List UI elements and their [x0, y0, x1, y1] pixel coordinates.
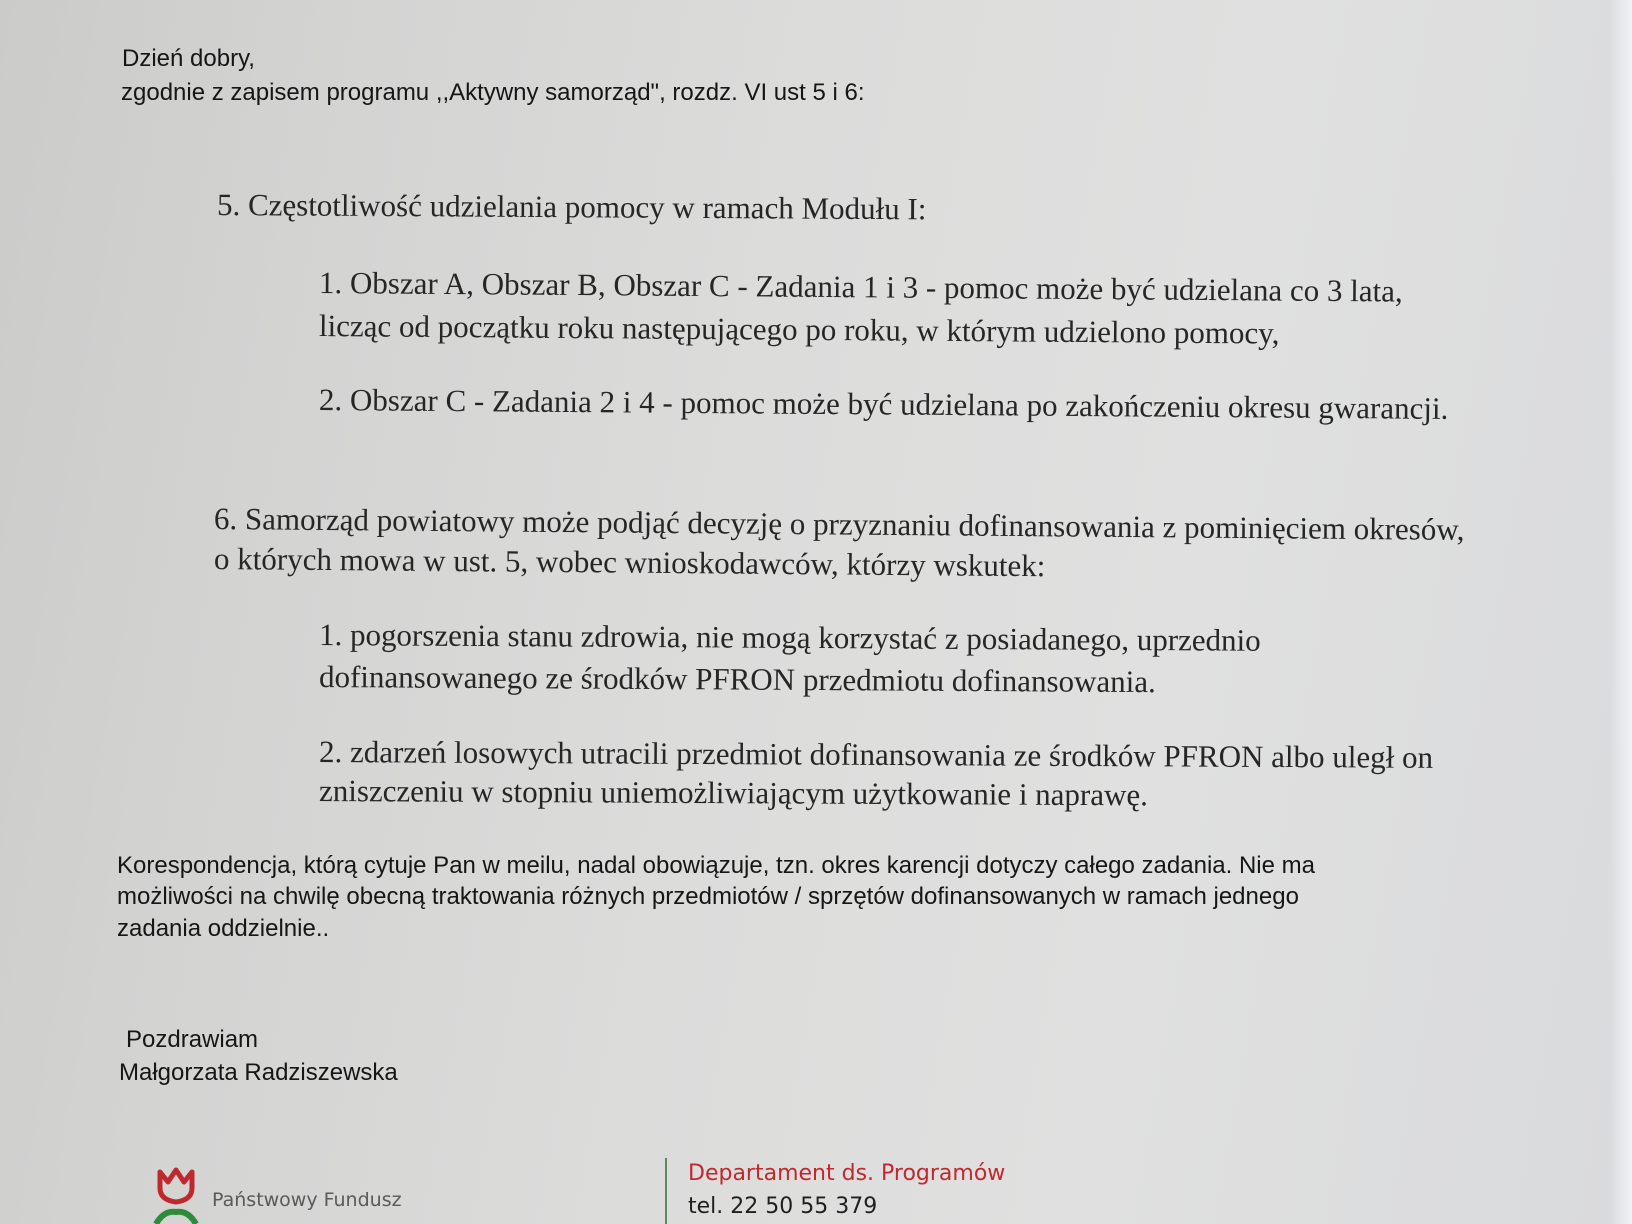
intro-line: zgodnie z zapisem programu ,,Aktywny samorząd", rozdz. VI ust 5 i 6:: [121, 79, 865, 106]
section-5-item-2: 2. Obszar C - Zadania 2 i 4 - pomoc może być udzielana po zakończeniu okresu gwarancji.: [318, 382, 1449, 426]
tulip-logo-icon: [152, 1166, 200, 1224]
section-6-heading-line-2: o których mowa w ust. 5, wobec wnioskodawców, którzy wskutek:: [213, 541, 1046, 584]
signature-name: Małgorzata Radziszewska: [119, 1059, 398, 1086]
page-edge-highlight: [1610, 0, 1632, 1224]
regards: Pozdrawiam: [126, 1026, 259, 1053]
greeting: Dzień dobry,: [122, 45, 255, 72]
closing-line-2: możliwości na chwilę obecną traktowania różnych przedmiotów / sprzętów dofinansowanych w ramach jednego: [117, 883, 1299, 910]
section-6-item-1-line-2: dofinansowanego ze środków PFRON przedmiotu dofinansowania.: [318, 659, 1156, 700]
section-5-item-1-line-2: licząc od początku roku następującego po roku, w którym udzielono pomocy,: [318, 308, 1280, 351]
phone-number: tel. 22 50 55 379: [688, 1194, 878, 1219]
closing-line-1: Korespondencja, którą cytuje Pan w meilu, nadal obowiązuje, tzn. okres karencji dotyczy całego zadania. Nie ma: [117, 852, 1315, 879]
org-name: Państwowy Fundusz: [212, 1189, 402, 1211]
section-6-item-1-line-1: 1. pogorszenia stanu zdrowia, nie mogą korzystać z posiadanego, uprzednio: [318, 617, 1261, 658]
section-6-item-2-line-2: zniszczeniu w stopniu uniemożliwiającym użytkowanie i naprawę.: [318, 773, 1149, 813]
department-name: Departament ds. Programów: [688, 1161, 1006, 1186]
footer-divider: [665, 1158, 667, 1224]
section-6-item-2-line-1: 2. zdarzeń losowych utracili przedmiot dofinansowania ze środków PFRON albo uległ on: [318, 734, 1434, 775]
section-5-heading: 5. Częstotliwość udzielania pomocy w ramach Modułu I:: [216, 187, 927, 227]
section-5-item-1-line-1: 1. Obszar A, Obszar B, Obszar C - Zadania 1 i 3 - pomoc może być udzielana co 3 lata,: [318, 265, 1403, 309]
section-6-heading-line-1: 6. Samorząd powiatowy może podjąć decyzję o przyznaniu dofinansowania z pominięciem okresów,: [213, 501, 1465, 547]
closing-line-3: zadania oddzielnie..: [117, 915, 330, 942]
